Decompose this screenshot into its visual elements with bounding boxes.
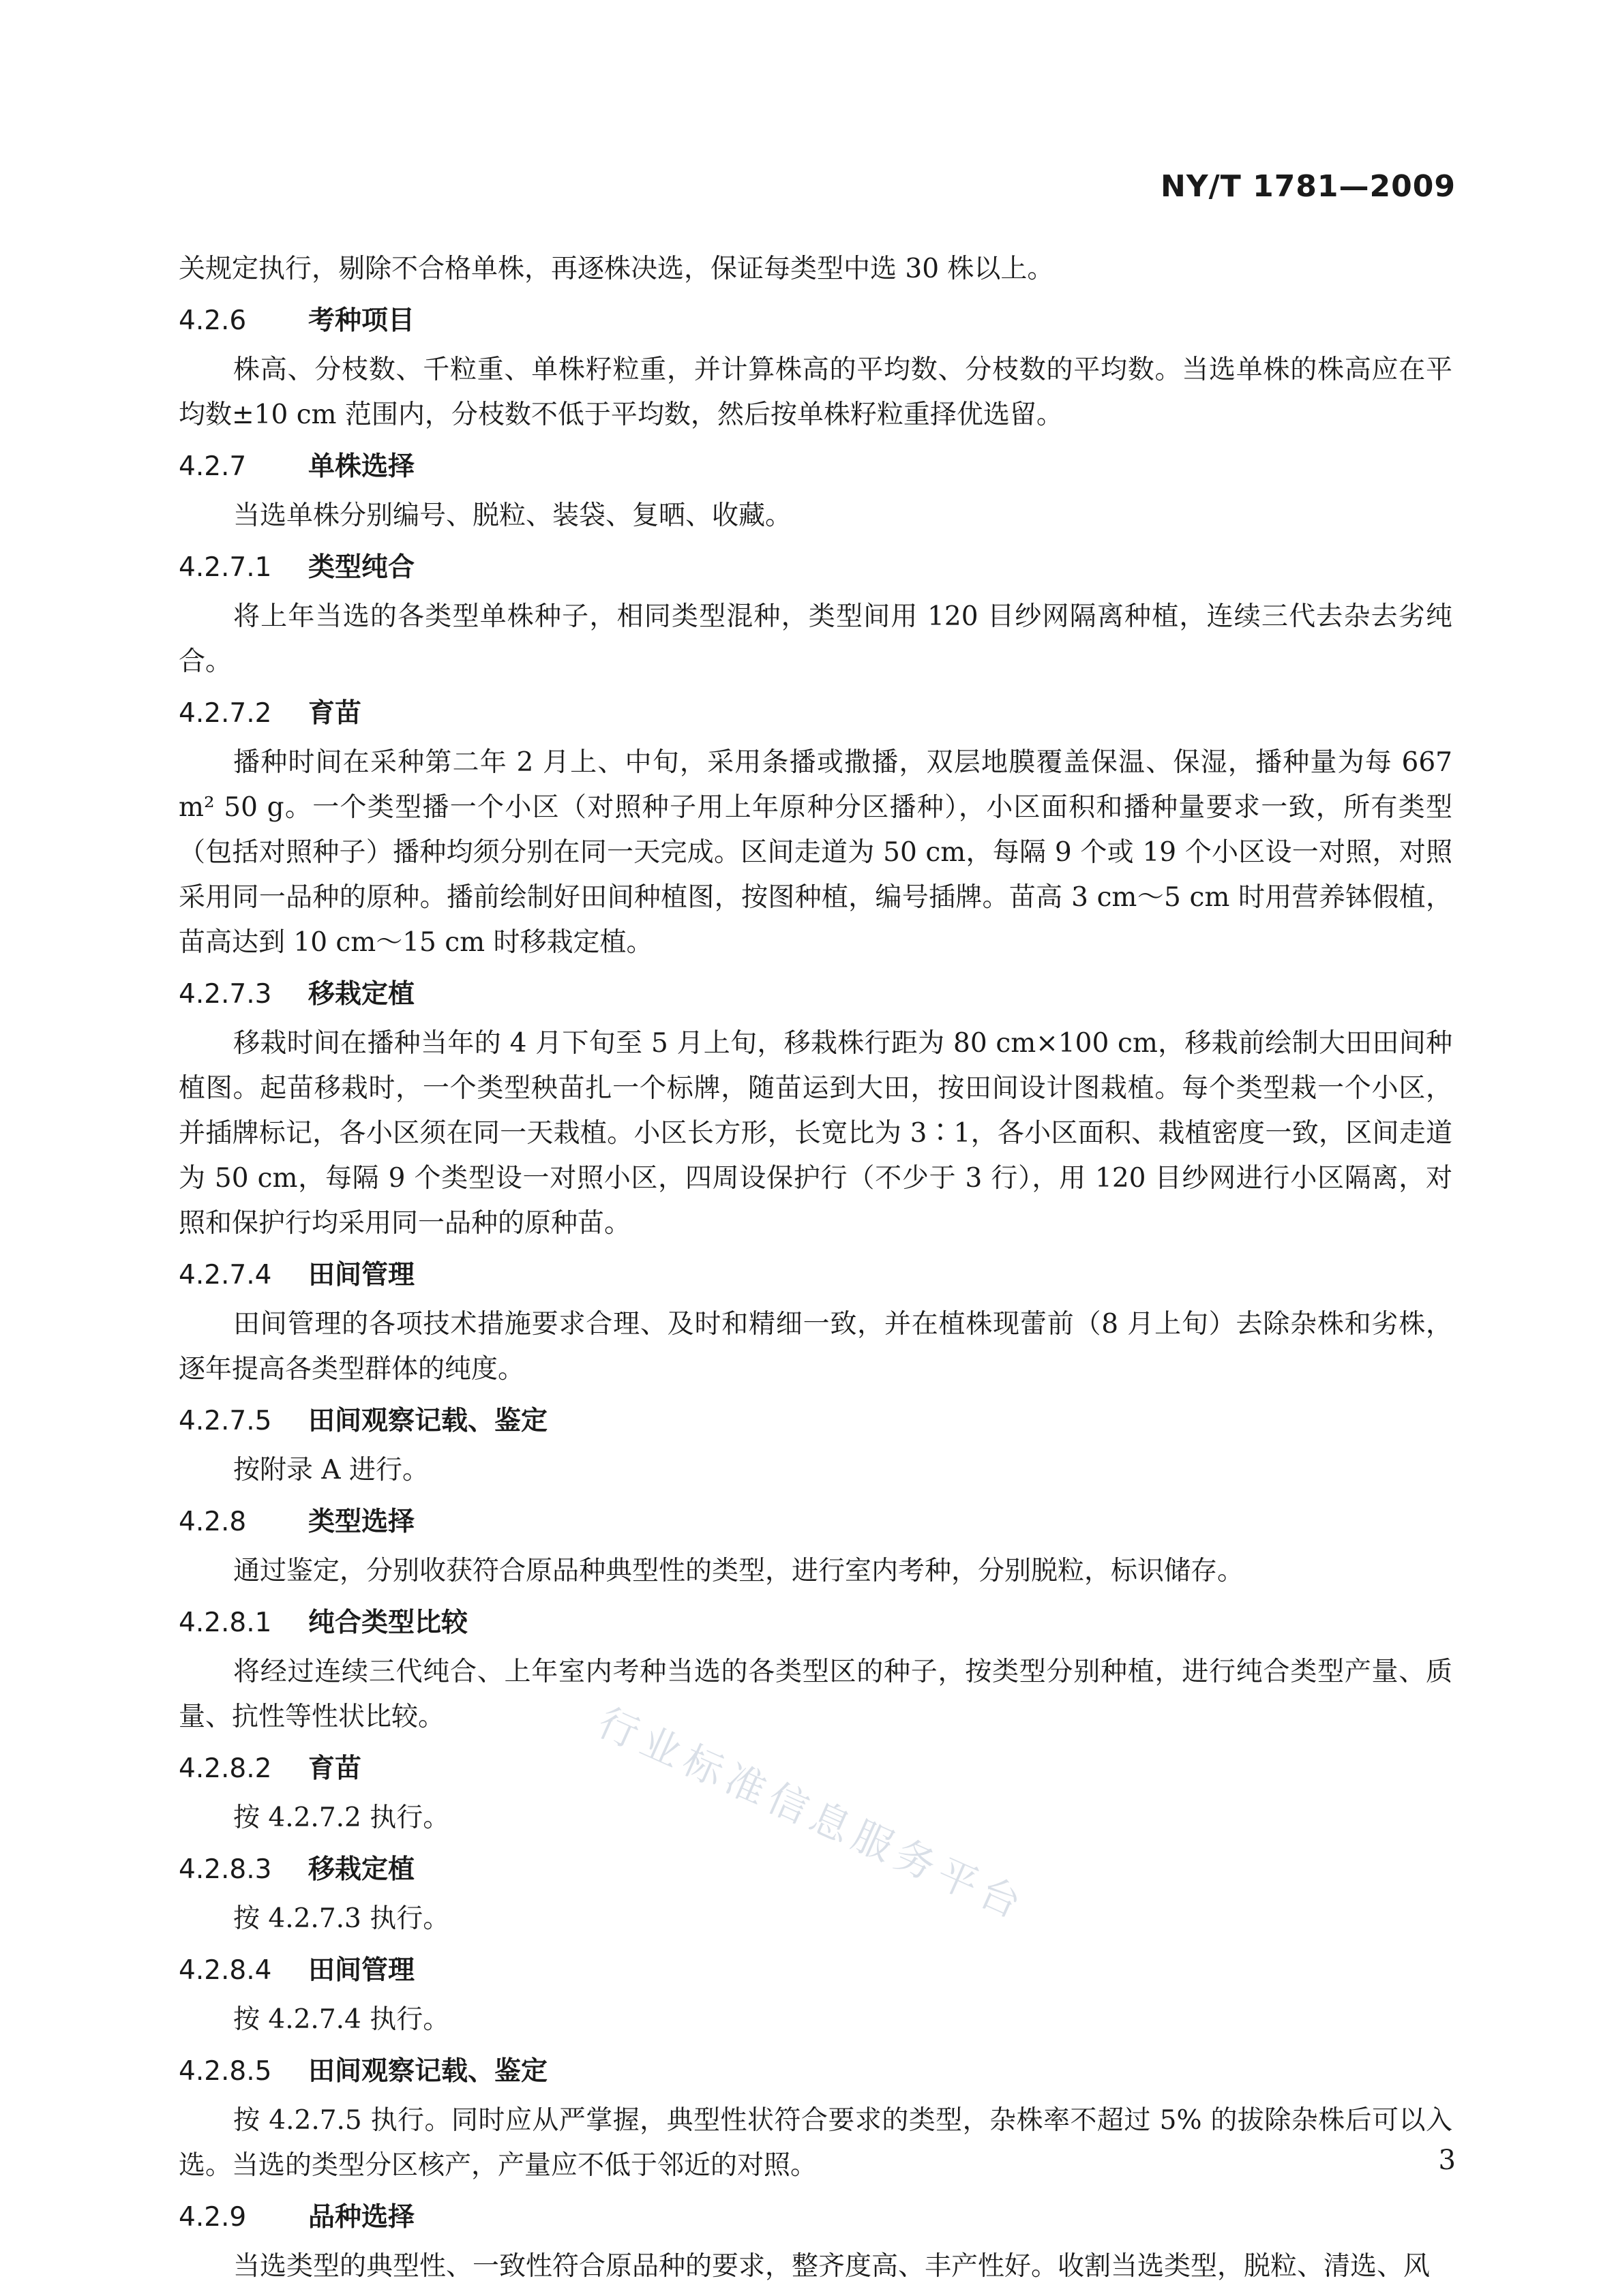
section-heading	[179, 1847, 1452, 1892]
watermark: 行业标准信息服务平台	[591, 1698, 1034, 1930]
section-heading	[179, 299, 1452, 344]
paragraph: 关规定执行，剔除不合格单株，再逐株决选，保证每类型中选 30 株以上。	[179, 254, 1054, 284]
section-number: 4.2.6	[179, 305, 247, 336]
paragraph: 按 4.2.7.3 执行。	[233, 1903, 450, 1934]
section-title: 单株选择	[308, 451, 415, 482]
section-heading	[179, 444, 1452, 489]
paragraph: 按附录 A 进行。	[233, 1455, 429, 1485]
section-title: 类型纯合	[308, 552, 415, 583]
section-title: 育苗	[308, 698, 362, 729]
page-number: 3	[1438, 2145, 1456, 2176]
section-number: 4.2.7.4	[179, 1260, 272, 1290]
paragraph: 当选类型的典型性、一致性符合原品种的要求，整齐度高、丰产性好。收割当选类型，脱粒、清选、风	[233, 2251, 1431, 2282]
paragraph: 播种时间在采种第二年 2 月上、中旬，采用条播或撒播，双层地膜覆盖保温、保湿，播种量为每 667 m² 50 g。一个类型播一个小区（对照种子用上年原种分区播种），小区面积和播种量要求一致，所有类型（包括对照种子）播种均须分别在同一天完成。区间走道为 50 cm，每隔 9 个或 19 个小区设一对照，对照采用同一品种的原种。播前绘制好田间种植图，按图种植，编号插牌。苗高 3 cm～5 cm 时用营养钵假植，苗高达到 10 cm～15 cm 时移栽定植。	[179, 747, 1452, 958]
section-title: 育苗	[308, 1753, 362, 1784]
paragraph: 通过鉴定，分别收获符合原品种典型性的类型，进行室内考种，分别脱粒，标识储存。	[233, 1556, 1244, 1586]
paragraph: 田间管理的各项技术措施要求合理、及时和精细一致，并在植株现蕾前（8 月上旬）去除杂株和劣株，逐年提高各类型群体的纯度。	[179, 1309, 1452, 1385]
section-heading	[179, 1601, 1452, 1646]
section-number: 4.2.7.2	[179, 698, 272, 729]
paragraph: 按 4.2.7.5 执行。同时应从严掌握，典型性状符合要求的类型，杂株率不超过 5% 的拔除杂株后可以入选。当选的类型分区核产，产量应不低于邻近的对照。	[179, 2105, 1452, 2181]
section-heading	[179, 1399, 1452, 1444]
section-title: 纯合类型比较	[308, 1607, 468, 1638]
section-number: 4.2.8.1	[179, 1607, 272, 1638]
section-title: 移栽定植	[308, 979, 415, 1010]
paragraph: 株高、分枝数、千粒重、单株籽粒重，并计算株高的平均数、分枝数的平均数。当选单株的株高应在平均数±10 cm 范围内，分枝数不低于平均数，然后按单株籽粒重择优选留。	[179, 354, 1452, 430]
document-body	[179, 247, 1452, 2296]
section-title: 品种选择	[308, 2202, 415, 2233]
section-heading	[179, 1948, 1452, 1993]
section-title: 田间观察记载、鉴定	[308, 2056, 548, 2087]
section-number: 4.2.9	[179, 2202, 247, 2233]
section-number: 4.2.8.2	[179, 1753, 272, 1784]
section-number: 4.2.8	[179, 1507, 247, 1537]
section-heading	[179, 2195, 1452, 2240]
section-number: 4.2.7	[179, 451, 247, 482]
section-title: 田间管理	[308, 1955, 415, 1986]
section-title: 考种项目	[308, 305, 415, 336]
section-number: 4.2.8.3	[179, 1854, 272, 1885]
paragraph: 按 4.2.7.4 执行。	[233, 2004, 450, 2035]
section-heading	[179, 1500, 1452, 1545]
section-number: 4.2.8.4	[179, 1955, 272, 1986]
section-title: 类型选择	[308, 1507, 415, 1537]
paragraph: 当选单株分别编号、脱粒、装袋、复晒、收藏。	[233, 500, 792, 531]
section-title: 田间观察记载、鉴定	[308, 1406, 548, 1436]
paragraph: 按 4.2.7.2 执行。	[233, 1802, 450, 1833]
section-number: 4.2.7.1	[179, 552, 272, 583]
section-number: 4.2.7.3	[179, 979, 272, 1010]
section-number: 4.2.8.5	[179, 2056, 272, 2087]
standard-number: NY/T 1781—2009	[1160, 169, 1456, 204]
paragraph: 将经过连续三代纯合、上年室内考种当选的各类型区的种子，按类型分别种植，进行纯合类型产量、质量、抗性等性状比较。	[179, 1657, 1452, 1732]
paragraph: 将上年当选的各类型单株种子，相同类型混种，类型间用 120 目纱网隔离种植，连续三代去杂去劣纯合。	[179, 601, 1452, 677]
paragraph: 移栽时间在播种当年的 4 月下旬至 5 月上旬，移栽株行距为 80 cm×100 cm，移栽前绘制大田田间种植图。起苗移栽时，一个类型秧苗扎一个标牌，随苗运到大田，按田间设计图栽植。每个类型栽一个小区，并插牌标记，各小区须在同一天栽植。小区长方形，长宽比为 3∶1，各小区面积、栽植密度一致，区间走道为 50 cm，每隔 9 个类型设一对照小区，四周设保护行（不少于 3 行），用 120 目纱网进行小区隔离，对照和保护行均采用同一品种的原种苗。	[179, 1028, 1452, 1239]
section-title: 移栽定植	[308, 1854, 415, 1885]
section-title: 田间管理	[308, 1260, 415, 1290]
section-heading	[179, 972, 1452, 1017]
section-heading	[179, 1253, 1452, 1298]
section-heading	[179, 545, 1452, 590]
section-number: 4.2.7.5	[179, 1406, 272, 1436]
section-heading	[179, 691, 1452, 736]
section-heading	[179, 2049, 1452, 2094]
